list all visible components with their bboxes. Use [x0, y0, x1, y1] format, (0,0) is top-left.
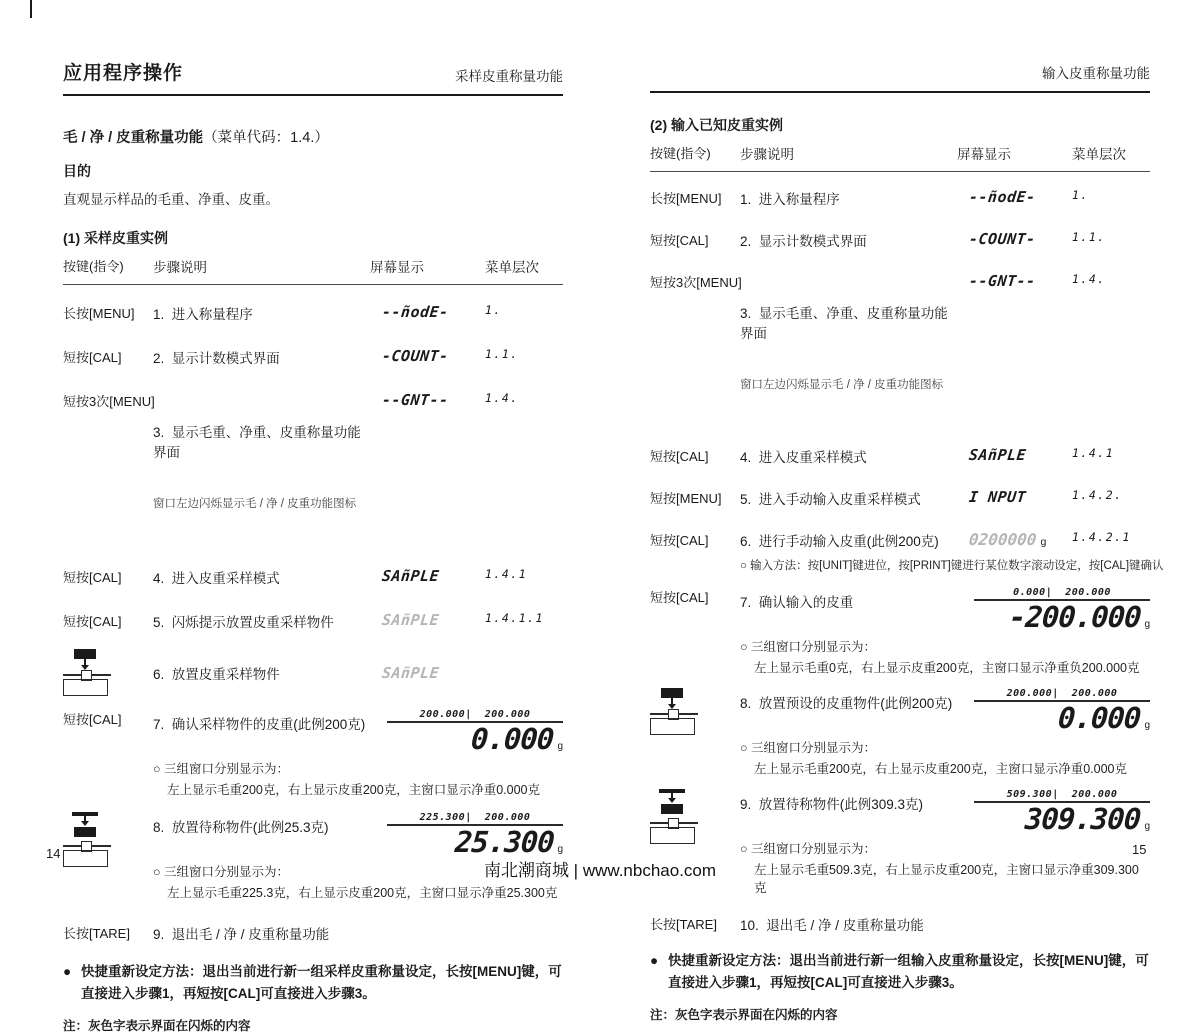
table-row: [650, 488, 1150, 508]
table-row: [650, 230, 1150, 250]
key-command: 短按[CAL]: [650, 233, 709, 248]
key-command: 长按[TARE]: [650, 917, 717, 932]
key-command: 短按3次[MENU]: [650, 275, 742, 290]
table-header: [63, 256, 563, 285]
lcd-subwindows: 0.000| 200.000: [974, 587, 1150, 601]
step-description: 2. 显示计数模式界面: [153, 351, 280, 366]
lcd-main-value: 0.000: [1056, 701, 1142, 735]
step-description: 7. 确认输入的皮重: [740, 595, 854, 610]
gray-text-note: 注：灰色字表示界面在闪烁的内容: [650, 1007, 838, 1022]
key-command: 短按3次[MENU]: [63, 394, 155, 409]
page-number-right: 15: [1132, 842, 1147, 857]
purpose-label: 目的: [63, 163, 91, 179]
quick-reset-tip: [63, 961, 563, 1006]
key-command: 长按[MENU]: [650, 191, 722, 206]
lcd-unit: g: [1144, 821, 1150, 832]
menu-level: 1.1.: [1072, 230, 1106, 244]
step-description: 3. 显示毛重、净重、皮重称量功能界面: [153, 425, 361, 460]
key-command: 长按[MENU]: [63, 306, 135, 321]
window-note-detail: 左上显示毛重200克，右上显示皮重200克，主窗口显示净重0.000克: [754, 762, 1127, 776]
lcd-display-blinking: SAñPLE: [381, 663, 441, 682]
key-command: 短按[CAL]: [650, 590, 709, 605]
menu-level: 1.: [1072, 188, 1089, 202]
page-edge-mark: [30, 0, 32, 18]
lcd-weight-display: [387, 812, 563, 857]
key-command: 长按[TARE]: [63, 926, 130, 941]
lcd-unit: g: [557, 844, 563, 855]
table-row: [63, 303, 563, 323]
step-description: 3. 显示毛重、净重、皮重称量功能界面: [740, 306, 948, 341]
col-key-header: 按键(指令): [63, 259, 124, 274]
table-row: [650, 587, 1150, 676]
section-title: [63, 126, 563, 147]
example-title: (1) 采样皮重实例: [63, 230, 168, 246]
lcd-display: I NPUT: [968, 488, 1028, 506]
lcd-display: --ñodE-: [968, 188, 1037, 206]
lcd-display: -COUNT-: [381, 347, 450, 365]
table-row: [63, 649, 563, 697]
lcd-subwindows: 200.000| 200.000: [974, 688, 1150, 702]
table-row: [650, 914, 1150, 934]
table-row: [63, 347, 563, 367]
step-subnote: 窗口左边闪烁显示毛 / 净 / 皮重功能图标: [740, 379, 944, 391]
quick-reset-text: 快捷重新设定方法：退出当前进行新一组采样皮重称量设定，长按[MENU]键，可直接进入步骤1，再短按[CAL]可直接进入步骤3。: [81, 964, 562, 1002]
lcd-display: --GNT--: [381, 391, 450, 409]
quick-reset-text: 快捷重新设定方法：退出当前进行新一组输入皮重称量设定，长按[MENU]键，可直接进入步骤1，再短按[CAL]可直接进入步骤3。: [668, 953, 1149, 991]
bullet-icon: ●: [650, 953, 659, 968]
section-title-text: 毛 / 净 / 皮重称量功能: [63, 130, 204, 146]
table-row: [650, 688, 1150, 777]
lcd-display: SAñPLE: [381, 567, 441, 585]
window-note: ○ 三组窗口分别显示为：: [153, 762, 290, 776]
input-method-note: ○ 输入方法：按[UNIT]键进位，按[PRINT]键进行某位数字滚动设定，按[CAL]键确认: [740, 560, 1164, 572]
key-command: 短按[CAL]: [63, 614, 122, 629]
place-weight-icon: [650, 789, 698, 845]
watermark: 南北潮商城 | www.nbchao.com: [483, 861, 717, 880]
table-row: [63, 923, 563, 943]
step-subnote: 窗口左边闪烁显示毛 / 净 / 皮重功能图标: [153, 498, 357, 510]
key-command: 短按[CAL]: [63, 570, 122, 585]
step-description: 7. 确认采样物件的皮重(此例200克): [153, 717, 366, 732]
lcd-main-value: 0.000: [469, 722, 555, 756]
table-row: [63, 567, 563, 587]
page-number-left: 14: [46, 846, 61, 861]
header-function-label: 输入皮重称量功能: [1042, 66, 1150, 81]
lcd-weight-display: [974, 789, 1150, 834]
col-display-header: 屏幕显示: [370, 260, 424, 275]
manual-page-left: [63, 0, 563, 1033]
bullet-icon: ●: [63, 964, 72, 979]
lcd-unit: g: [1144, 619, 1150, 630]
lcd-unit: g: [1144, 720, 1150, 731]
lcd-main-value: 25.300: [453, 825, 555, 859]
col-menu-header: 菜单层次: [485, 260, 539, 275]
key-command: 短按[CAL]: [63, 350, 122, 365]
table-row: [650, 446, 1150, 466]
table-row: [650, 188, 1150, 208]
table-row: [650, 272, 1150, 422]
step-description: 1. 进入称量程序: [153, 307, 253, 322]
purpose-text: 直观显示样品的毛重、净重、皮重。: [63, 192, 279, 207]
col-display-header: 屏幕显示: [957, 147, 1011, 162]
lcd-subwindows: 200.000| 200.000: [387, 709, 563, 723]
step-description: 6. 进行手动输入皮重(此例200克): [740, 534, 939, 549]
menu-level: 1.4.2.: [1072, 488, 1123, 502]
example-title: (2) 输入已知皮重实例: [650, 117, 783, 133]
col-desc-header: 步骤说明: [153, 260, 207, 275]
step-description: 4. 进入皮重采样模式: [740, 450, 867, 465]
table-row: [63, 391, 563, 541]
section-menu-code: （菜单代码：1.4.）: [203, 130, 329, 146]
lcd-unit: g: [1040, 536, 1047, 548]
step-description: 6. 放置皮重采样物件: [153, 667, 280, 682]
lcd-main-value: 309.300: [1024, 802, 1142, 836]
menu-level: 1.4.2.1: [1072, 530, 1131, 544]
table-row: [650, 530, 1150, 550]
lcd-weight-display: [974, 688, 1150, 733]
window-note-detail: 左上显示毛重509.3克，右上显示皮重200克，主窗口显示净重309.300克: [754, 863, 1139, 895]
lcd-input-value-blinking: 0200000: [968, 530, 1038, 549]
lcd-display-blinking: SAñPLE: [381, 611, 441, 629]
lcd-weight-display: [387, 709, 563, 754]
menu-level: 1.4.: [485, 391, 519, 405]
window-note: ○ 三组窗口分别显示为：: [153, 865, 290, 879]
menu-level: 1.4.: [1072, 272, 1106, 286]
window-note-detail: 左上显示毛重0克，右上显示皮重200克，主窗口显示净重负200.000克: [754, 661, 1140, 675]
key-command: 短按[MENU]: [650, 491, 722, 506]
lcd-display: SAñPLE: [968, 446, 1028, 464]
table-header: [650, 143, 1150, 172]
window-note-detail: 左上显示毛重225.3克，右上显示皮重200克，主窗口显示净重25.300克: [167, 886, 558, 900]
place-object-icon: [650, 688, 698, 736]
menu-level: 1.4.1: [485, 567, 528, 581]
lcd-display: --ñodE-: [381, 303, 450, 321]
header-function-label: 采样皮重称量功能: [455, 69, 563, 84]
menu-level: 1.4.1.1: [485, 611, 544, 625]
step-description: 1. 进入称量程序: [740, 192, 840, 207]
lcd-subwindows: 509.300| 200.000: [974, 789, 1150, 803]
lcd-display: -COUNT-: [968, 230, 1037, 248]
step-description: 5. 闪烁提示放置皮重采样物件: [153, 615, 334, 630]
table-row: [63, 611, 563, 631]
col-desc-header: 步骤说明: [740, 147, 794, 162]
gray-text-note: 注：灰色字表示界面在闪烁的内容: [63, 1018, 251, 1033]
lcd-subwindows: 225.300| 200.000: [387, 812, 563, 826]
page-title: 应用程序操作: [63, 63, 184, 84]
quick-reset-tip: [650, 950, 1150, 995]
window-note: ○ 三组窗口分别显示为：: [740, 842, 877, 856]
menu-level: 1.4.1: [1072, 446, 1115, 460]
lcd-unit: g: [557, 741, 563, 752]
step-description: 8. 放置待称物件(此例25.3克): [153, 820, 329, 835]
key-command: 短按[CAL]: [650, 533, 709, 548]
step-description: 8. 放置预设的皮重物件(此例200克): [740, 696, 953, 711]
col-key-header: 按键(指令): [650, 146, 711, 161]
table-row: [63, 709, 563, 798]
step-description: 9. 放置待称物件(此例309.3克): [740, 797, 924, 812]
lcd-main-value: -200.000: [1007, 600, 1142, 634]
place-object-icon: [63, 649, 111, 697]
step-description: 4. 进入皮重采样模式: [153, 571, 280, 586]
window-note: ○ 三组窗口分别显示为：: [740, 741, 877, 755]
key-command: 短按[CAL]: [650, 449, 709, 464]
col-menu-header: 菜单层次: [1072, 147, 1126, 162]
step-description: 2. 显示计数模式界面: [740, 234, 867, 249]
window-note-detail: 左上显示毛重200克，右上显示皮重200克，主窗口显示净重0.000克: [167, 783, 540, 797]
step-description: 5. 进入手动输入皮重采样模式: [740, 492, 921, 507]
step-description: 10. 退出毛 / 净 / 皮重称量功能: [740, 918, 924, 933]
lcd-display: --GNT--: [968, 272, 1037, 290]
key-command: 短按[CAL]: [63, 712, 122, 727]
step-description: 9. 退出毛 / 净 / 皮重称量功能: [153, 927, 330, 942]
manual-page-right: [650, 0, 1164, 1022]
page-header: [63, 58, 563, 96]
menu-level: 1.: [485, 303, 502, 317]
menu-level: 1.1.: [485, 347, 519, 361]
window-note: ○ 三组窗口分别显示为：: [740, 640, 877, 654]
page-header: [650, 58, 1150, 93]
lcd-weight-display: [974, 587, 1150, 632]
